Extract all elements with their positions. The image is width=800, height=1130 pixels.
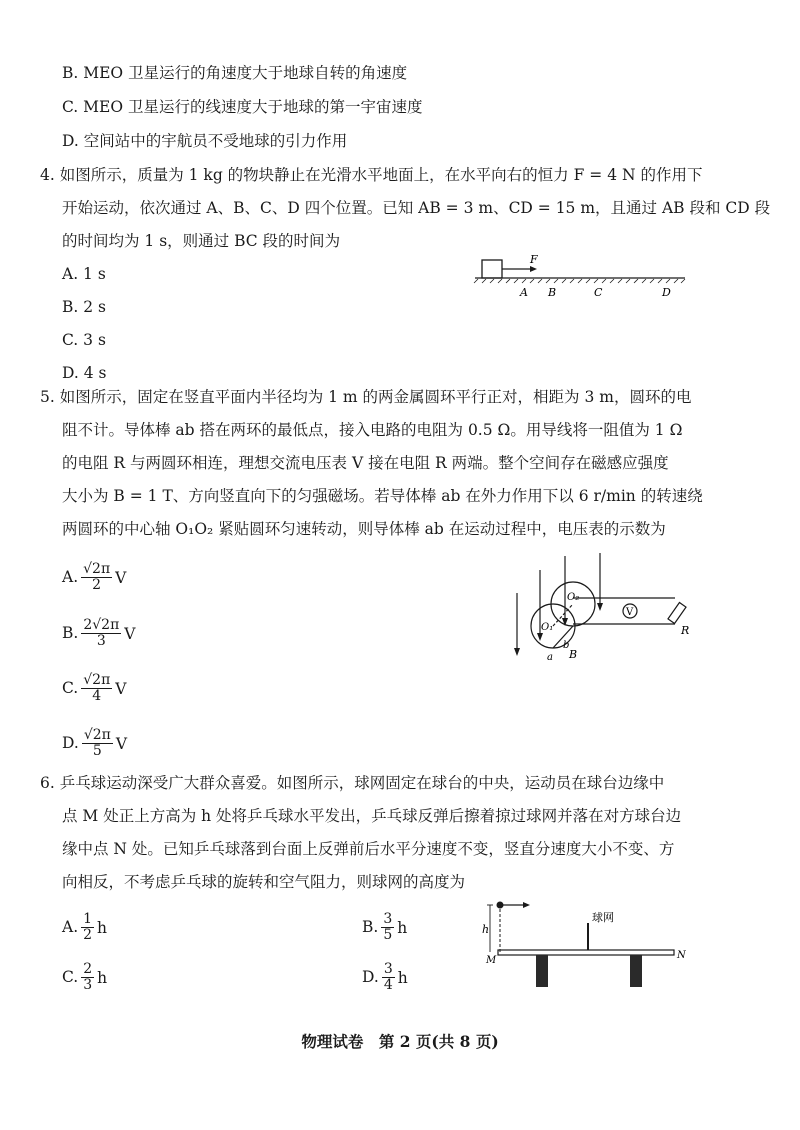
height-label: h <box>482 923 490 936</box>
q4-stem-line-3: 的时间均为 1 s，则通过 BC 段的时间为 <box>62 232 341 250</box>
q4-stem-line-1: 4. 如图所示，质量为 1 kg 的物块静止在光滑水平地面上，在水平向右的恒力 F = 4 N 的作用下 <box>40 166 703 184</box>
q4-stem-line-2: 开始运动，依次通过 A、B、C、D 四个位置。已知 AB = 3 m、CD = 15 m，且通过 AB 段和 CD 段 <box>62 199 771 217</box>
q6-option-c: C. $\frac{2}{3}$ h <box>62 961 108 994</box>
force-arrow-icon <box>530 266 537 272</box>
q3-option-d: D. 空间站中的宇航员不受地球的引力作用 <box>62 132 348 150</box>
q5-option-a: A. $\frac{√2\pi}{2}$ V <box>62 561 127 594</box>
q5-stem-line-5: 两圆环的中心轴 O₁O₂ 紧贴圆环匀速转动，则导体棒 ab 在运动过程中，电压表的示数为 <box>62 520 666 538</box>
block <box>482 260 502 278</box>
o1-label: O₁ <box>541 622 554 633</box>
q6-stem-line-1: 6. 乒乓球运动深受广大群众喜爱。如图所示，球网固定在球台的中央，运动员在球台边缘中 <box>40 774 665 792</box>
q5-stem-line-4: 大小为 B = 1 T、方向竖直向下的匀强磁场。若导体棒 ab 在外力作用下以 6 r/min 的转速绕 <box>62 487 703 505</box>
q4-option-b: B. 2 s <box>62 298 106 316</box>
q6-stem-line-2: 点 M 处正上方高为 h 处将乒乓球水平发出，乒乓球反弹后擦着掠过球网并落在对方球台边 <box>62 807 682 825</box>
q5-stem-line-2: 阻不计。导体棒 ab 搭在两环的最低点，接入电路的电阻为 0.5 Ω。用导线将一阻值为 1 Ω <box>62 421 683 439</box>
q5-option-b: B. $\frac{2√2\pi}{3}$ V <box>62 617 136 650</box>
q4-figure <box>470 250 690 300</box>
point-m-label: M <box>486 955 497 966</box>
field-label: B <box>569 648 578 661</box>
rod-end-a-label: a <box>547 652 553 663</box>
q3-option-b: B. MEO 卫星运行的角速度大于地球自转的角速度 <box>62 64 408 82</box>
q6-stem-line-4: 向相反，不考虑乒乓球的旋转和空气阻力，则球网的高度为 <box>62 873 466 891</box>
net-label: 球网 <box>592 911 614 924</box>
q4-option-d: D. 4 s <box>62 364 107 382</box>
rod-end-b-label: b <box>563 640 570 651</box>
q5-figure <box>505 548 695 663</box>
q5-stem-line-1: 5. 如图所示，固定在竖直平面内半径均为 1 m 的两金属圆环平行正对，相距为 3 m，圆环的电 <box>40 388 692 406</box>
q6-option-b: B. $\frac{3}{5}$ h <box>362 911 408 944</box>
q4-option-a: A. 1 s <box>62 265 106 283</box>
table-leg-left <box>536 955 548 987</box>
table-top <box>498 950 674 955</box>
page-footer: 物理试卷 第 2 页(共 8 页) <box>301 1032 499 1051</box>
point-b-label: B <box>548 286 557 299</box>
point-d-label: D <box>662 286 671 299</box>
point-c-label: C <box>594 286 603 299</box>
ball-icon <box>497 902 504 909</box>
q6-option-a: A. $\frac{1}{2}$ h <box>62 911 108 944</box>
table-leg-right <box>630 955 642 987</box>
q3-option-c: C. MEO 卫星运行的线速度大于地球的第一宇宙速度 <box>62 98 423 116</box>
q5-option-d: D. $\frac{√2\pi}{5}$ V <box>62 727 128 760</box>
q5-option-c: C. $\frac{√2\pi}{4}$ V <box>62 672 127 705</box>
q6-figure <box>478 895 693 995</box>
q6-option-d: D. $\frac{3}{4}$ h <box>362 961 408 994</box>
point-n-label: N <box>677 950 686 961</box>
velocity-arrow-icon <box>523 902 530 908</box>
force-label: F <box>530 253 538 266</box>
q4-option-c: C. 3 s <box>62 331 106 349</box>
q5-stem-line-3: 的电阻 R 与两圆环相连，理想交流电压表 V 接在电阻 R 两端。整个空间存在磁感应强度 <box>62 454 669 472</box>
resistor-label: R <box>681 624 690 637</box>
q6-stem-line-3: 缘中点 N 处。已知乒乓球落到台面上反弹前后水平分速度不变，竖直分速度大小不变、方 <box>62 840 675 858</box>
o2-label: O₂ <box>567 592 580 603</box>
voltmeter-label: V <box>626 607 634 618</box>
point-a-label: A <box>520 286 528 299</box>
